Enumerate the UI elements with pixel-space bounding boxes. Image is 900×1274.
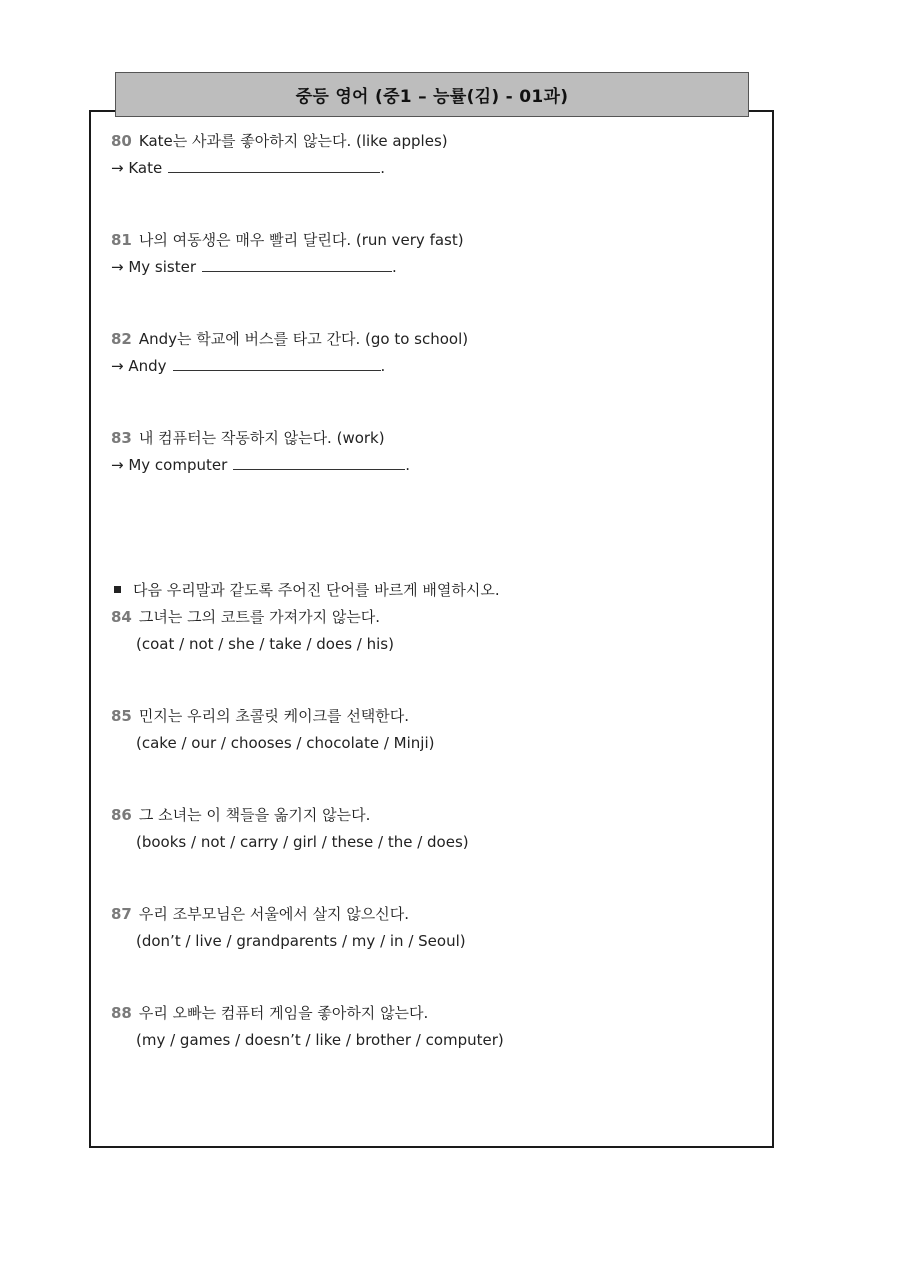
question-87 — [111, 904, 409, 924]
question-text: 내 컴퓨터는 작동하지 않는다. (work) — [138, 429, 385, 447]
question-number: 81 — [111, 231, 132, 249]
answer-blank[interactable] — [233, 455, 405, 470]
question-number: 80 — [111, 132, 132, 150]
answer-line-80 — [111, 158, 385, 178]
question-text: 그 소녀는 이 책들을 옮기지 않는다. — [138, 806, 371, 824]
answer-blank[interactable] — [168, 158, 380, 173]
word-bank-87: (don’t / live / grandparents / my / in / Seoul) — [136, 932, 466, 950]
question-text: Andy는 학교에 버스를 타고 간다. (go to school) — [138, 330, 469, 348]
question-number: 86 — [111, 806, 132, 824]
question-text: 나의 여동생은 매우 빨리 달린다. (run very fast) — [138, 231, 464, 249]
question-88 — [111, 1003, 428, 1023]
answer-end: . — [405, 456, 411, 474]
question-83 — [111, 428, 385, 448]
question-number: 84 — [111, 608, 132, 626]
question-number: 85 — [111, 707, 132, 725]
arrange-instruction — [111, 580, 500, 600]
word-bank-85: (cake / our / chooses / chocolate / Minji) — [136, 734, 435, 752]
question-text: 우리 오빠는 컴퓨터 게임을 좋아하지 않는다. — [138, 1004, 429, 1022]
question-number: 87 — [111, 905, 132, 923]
answer-end: . — [380, 357, 386, 375]
question-text: 그녀는 그의 코트를 가져가지 않는다. — [138, 608, 381, 626]
question-82 — [111, 329, 468, 349]
question-number: 83 — [111, 429, 132, 447]
answer-blank[interactable] — [173, 356, 381, 371]
answer-prefix: → Kate — [111, 159, 163, 177]
question-number: 88 — [111, 1004, 132, 1022]
word-bank-84: (coat / not / she / take / does / his) — [136, 635, 394, 653]
question-80 — [111, 131, 448, 151]
word-bank-88: (my / games / doesn’t / like / brother / computer) — [136, 1031, 504, 1049]
instruction-text: 다음 우리말과 같도록 주어진 단어를 바르게 배열하시오. — [133, 581, 500, 599]
answer-prefix: → My sister — [111, 258, 196, 276]
answer-end: . — [380, 159, 385, 177]
answer-end: . — [392, 258, 397, 276]
answer-prefix: → Andy — [111, 357, 167, 375]
question-number: 82 — [111, 330, 132, 348]
question-text: 우리 조부모님은 서울에서 살지 않으신다. — [138, 905, 410, 923]
worksheet-title: 중등 영어 (중1 – 능률(김) - 01과) — [115, 72, 749, 117]
question-text: 민지는 우리의 초콜릿 케이크를 선택한다. — [138, 707, 410, 725]
question-84 — [111, 607, 380, 627]
answer-prefix: → My computer — [111, 456, 228, 474]
answer-line-82 — [111, 356, 385, 376]
answer-blank[interactable] — [202, 257, 392, 272]
question-81 — [111, 230, 464, 250]
question-86 — [111, 805, 370, 825]
square-bullet-icon — [114, 586, 121, 593]
answer-line-81 — [111, 257, 397, 277]
word-bank-86: (books / not / carry / girl / these / the / does) — [136, 833, 469, 851]
answer-line-83 — [111, 455, 410, 475]
question-text: Kate는 사과를 좋아하지 않는다. (like apples) — [138, 132, 448, 150]
question-85 — [111, 706, 409, 726]
